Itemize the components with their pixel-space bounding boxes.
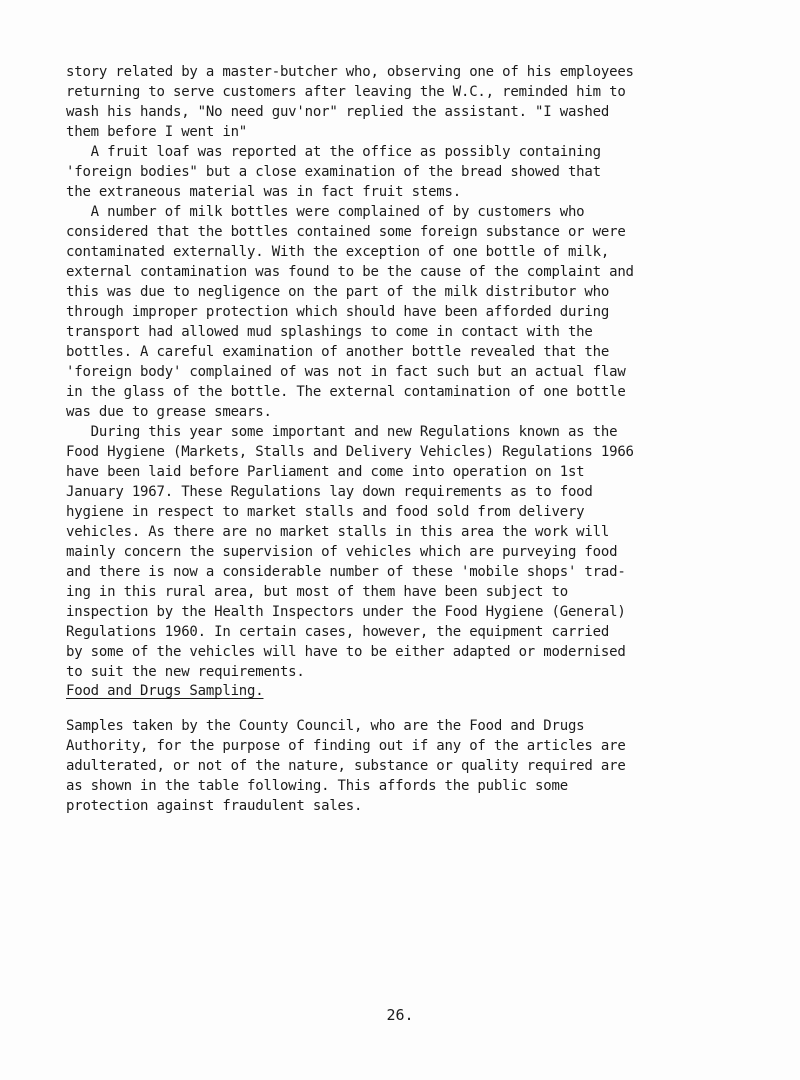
section-heading-food-drugs-sampling: Food and Drugs Sampling. <box>66 683 264 699</box>
paragraph-samples: Samples taken by the County Council, who are the Food and Drugs Authority, for the purpose of finding out if any of the articles are adulterated, or not of the nature, substance or quality required are as shown in the table following. This affords the public some protection against fraudulent sales. <box>66 718 626 814</box>
page-number: 26. <box>386 1006 414 1024</box>
paragraph-milk-bottles-and-regulations: A number of milk bottles were complained of by customers who considered that the bottles contained some foreign substance or were contaminated externally. With the exception of one bottle of milk, external contamination was found to be the cause of the complaint and this was due to negligence on the part of the milk distributor who through improper protection which should have been afforded during transport had allowed mud splashings to come in contact with the bottles. A careful examination of another bottle revealed that the 'foreign body' complained of was not in fact such but an actual flaw in the glass of the bottle. The external contamination of one bottle was due to grease smears. During this year some important and new Regulations known as the Food Hygiene (Markets, Stalls and Delivery Vehicles) Regulations 1966 have been laid before Parliament and come into operation on 1st January 1967. These Regulations lay down requirements as to food hygiene in respect to market stalls and food sold from delivery vehicles. As there are no market stalls in this area the work will mainly concern the supervision of vehicles which are purveying food and there is now a considerable number of these 'mobile shops' trad- ing in this rural area, but most of them have been subject to inspection by the Health Inspectors under the Food Hygiene (General) Regulations 1960. In certain cases, however, the equipment carried by some of the vehicles will have to be either adapted or modernised to suit the new requirements. <box>66 204 634 680</box>
paragraph-fruit-loaf: A fruit loaf was reported at the office as possibly containing 'foreign bodies" but a close examination of the bread showed that the extraneous material was in fact fruit stems. <box>66 144 601 200</box>
paragraph-butcher-anecdote: story related by a master-butcher who, observing one of his employees returning to serve customers after leaving the W.C., reminded him to wash his hands, "No need guv'nor" replied the assistant. "I washed them before I went in" <box>66 64 634 140</box>
